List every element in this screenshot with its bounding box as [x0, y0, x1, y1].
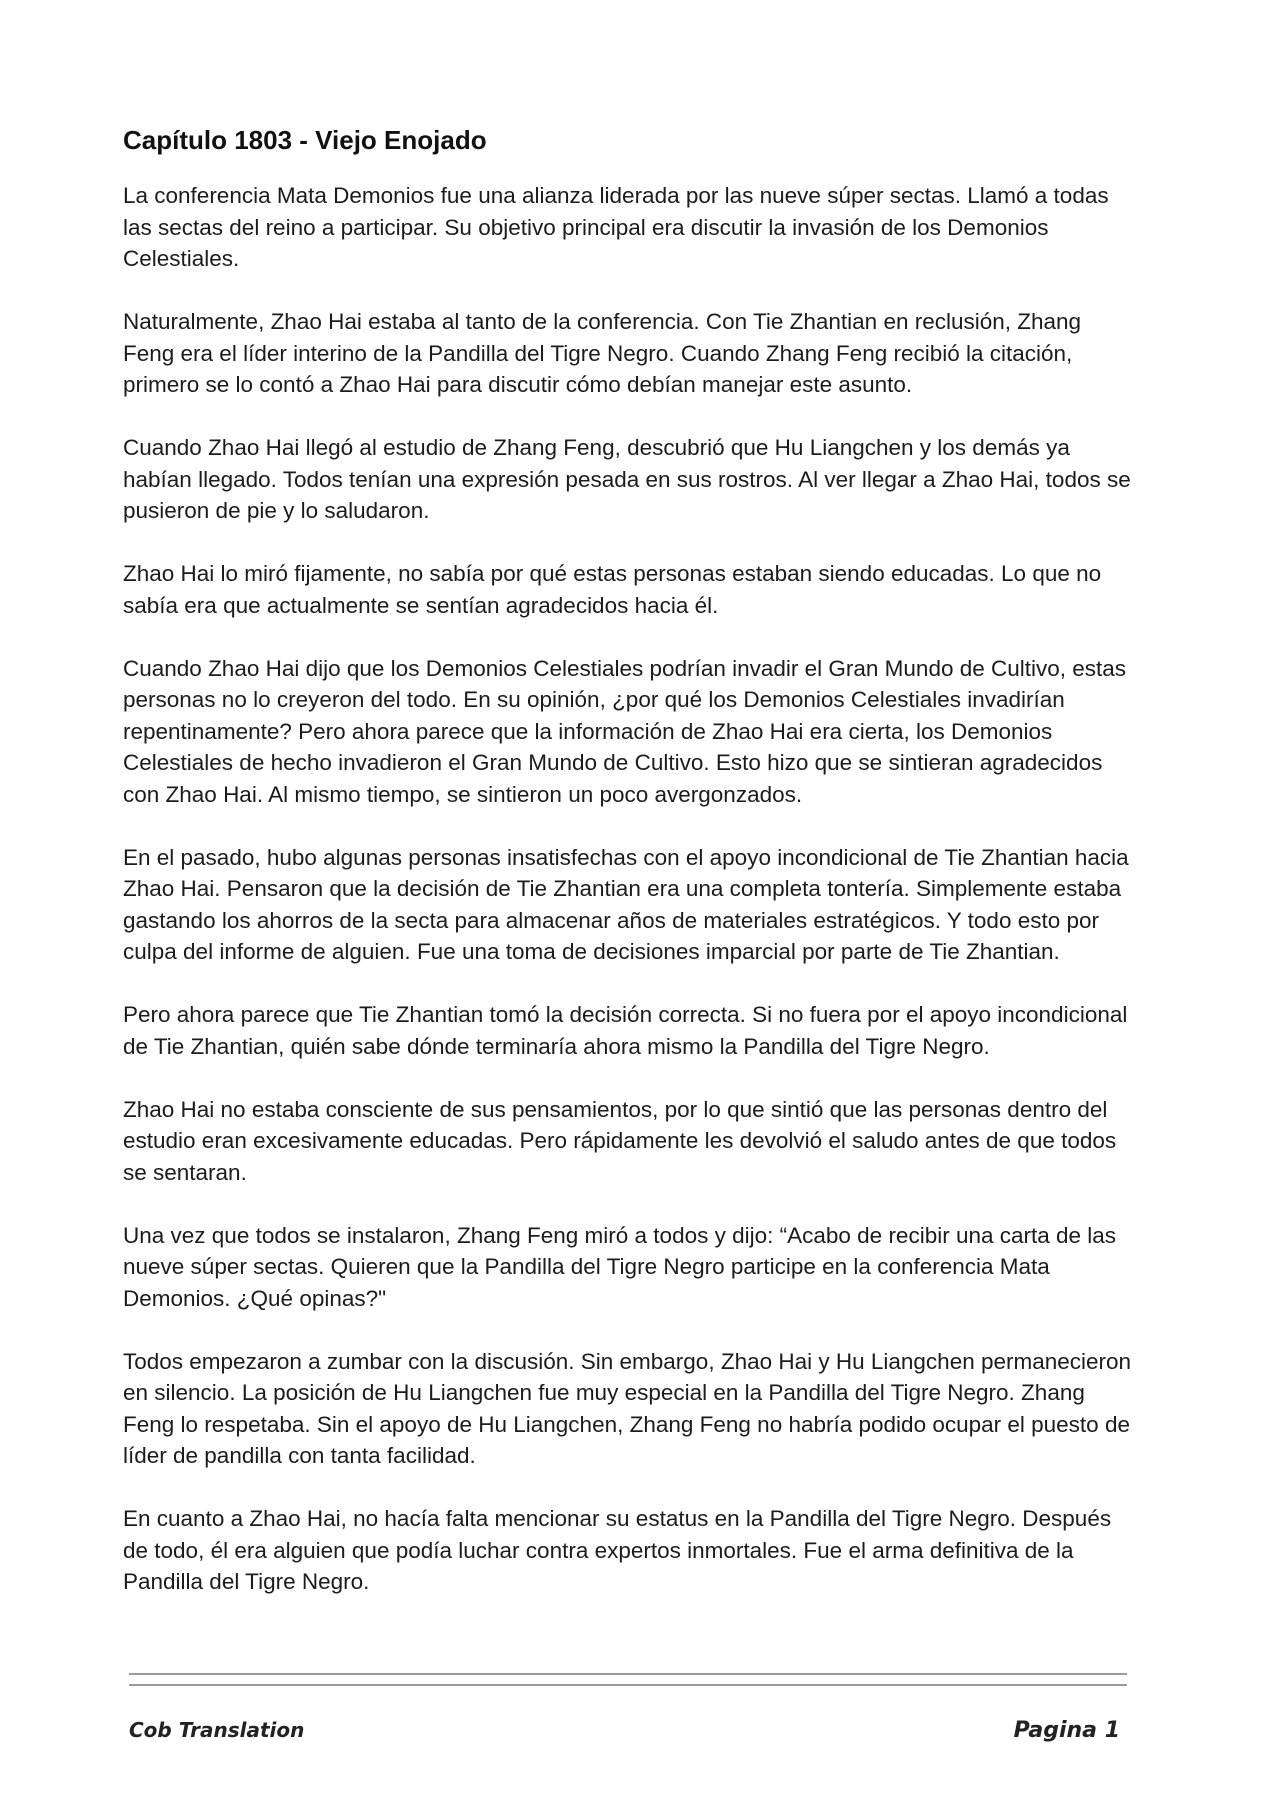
document-page — [123, 118, 1133, 1629]
footer-translator-credit: Cob Translation — [129, 1718, 305, 1742]
paragraph: Cuando Zhao Hai dijo que los Demonios Celestiales podrían invadir el Gran Mundo de Cultivo, estas personas no lo creyeron del todo. En su opinión, ¿por qué los Demonios Celestiales invadirían repentinamente? Pero ahora parece que la información de Zhao Hai era cierta, los Demonios Celestiales de hecho invadieron el Gran Mundo de Cultivo. Esto hizo que se sintieran agradecidos con Zhao Hai. Al mismo tiempo, se sintieron un poco avergonzados. — [123, 655, 1127, 807]
paragraph: Cuando Zhao Hai llegó al estudio de Zhang Feng, descubrió que Hu Liangchen y los demás ya habían llegado. Todos tenían una expresión pesada en sus rostros. Al ver llegar a Zhao Hai, todos se pusieron de pie y lo saludaron. — [123, 435, 1131, 523]
paragraph: Zhao Hai no estaba consciente de sus pensamientos, por lo que sintió que las personas dentro del estudio eran excesivamente educadas. Pero rápidamente les devolvió el saludo antes de que todos se sentaran. — [123, 1096, 1117, 1185]
paragraph: Zhao Hai lo miró fijamente, no sabía por qué estas personas estaban siendo educadas. Lo que no sabía era que actualmente se sentían agradecidos hacia él. — [123, 561, 1102, 618]
paragraph: En el pasado, hubo algunas personas insatisfechas con el apoyo incondicional de Tie Zhantian hacia Zhao Hai. Pensaron que la decisión de Tie Zhantian era una completa tontería. Simplemente estaba gastando los ahorros de la secta para almacenar años de materiales estratégicos. Y todo esto por culpa del informe de alguien. Fue una toma de decisiones imparcial por parte de Tie Zhantian. — [123, 844, 1129, 964]
footer-divider-top — [129, 1673, 1127, 1675]
paragraph: Naturalmente, Zhao Hai estaba al tanto de la conferencia. Con Tie Zhantian en reclusión, Zhang Feng era el líder interino de la Pandilla del Tigre Negro. Cuando Zhang Feng recibió la citación, primero se lo contó a Zhao Hai para discutir cómo debían manejar este asunto. — [123, 309, 1082, 397]
footer-divider-bottom — [129, 1684, 1127, 1686]
chapter-title: Capítulo 1803 - Viejo Enojado — [123, 125, 487, 155]
paragraph: En cuanto a Zhao Hai, no hacía falta mencionar su estatus en la Pandilla del Tigre Negro. Después de todo, él era alguien que podía luchar contra expertos inmortales. Fue el arma definitiva de la Pandilla del Tigre Negro. — [123, 1506, 1112, 1594]
paragraph: Una vez que todos se instalaron, Zhang Feng miró a todos y dijo: “Acabo de recibir una carta de las nueve súper sectas. Quieren que la Pandilla del Tigre Negro participe en la conferencia Mata Demonios. ¿Qué opinas?" — [123, 1222, 1117, 1311]
paragraph: Todos empezaron a zumbar con la discusión. Sin embargo, Zhao Hai y Hu Liangchen permanecieron en silencio. La posición de Hu Liangchen fue muy especial en la Pandilla del Tigre Negro. Zhang Feng lo respetaba. Sin el apoyo de Hu Liangchen, Zhang Feng no habría podido ocupar el puesto de líder de pandilla con tanta facilidad. — [123, 1348, 1132, 1468]
paragraph: La conferencia Mata Demonios fue una alianza liderada por las nueve súper sectas. Llamó a todas las sectas del reino a participar. Su objetivo principal era discutir la invasión de los Demonios Celestiales. — [123, 183, 1109, 271]
footer-page-number: Pagina 1 — [1013, 1718, 1120, 1743]
paragraph: Pero ahora parece que Tie Zhantian tomó la decisión correcta. Si no fuera por el apoyo incondicional de Tie Zhantian, quién sabe dónde terminaría ahora mismo la Pandilla del Tigre Negro. — [123, 1002, 1128, 1059]
